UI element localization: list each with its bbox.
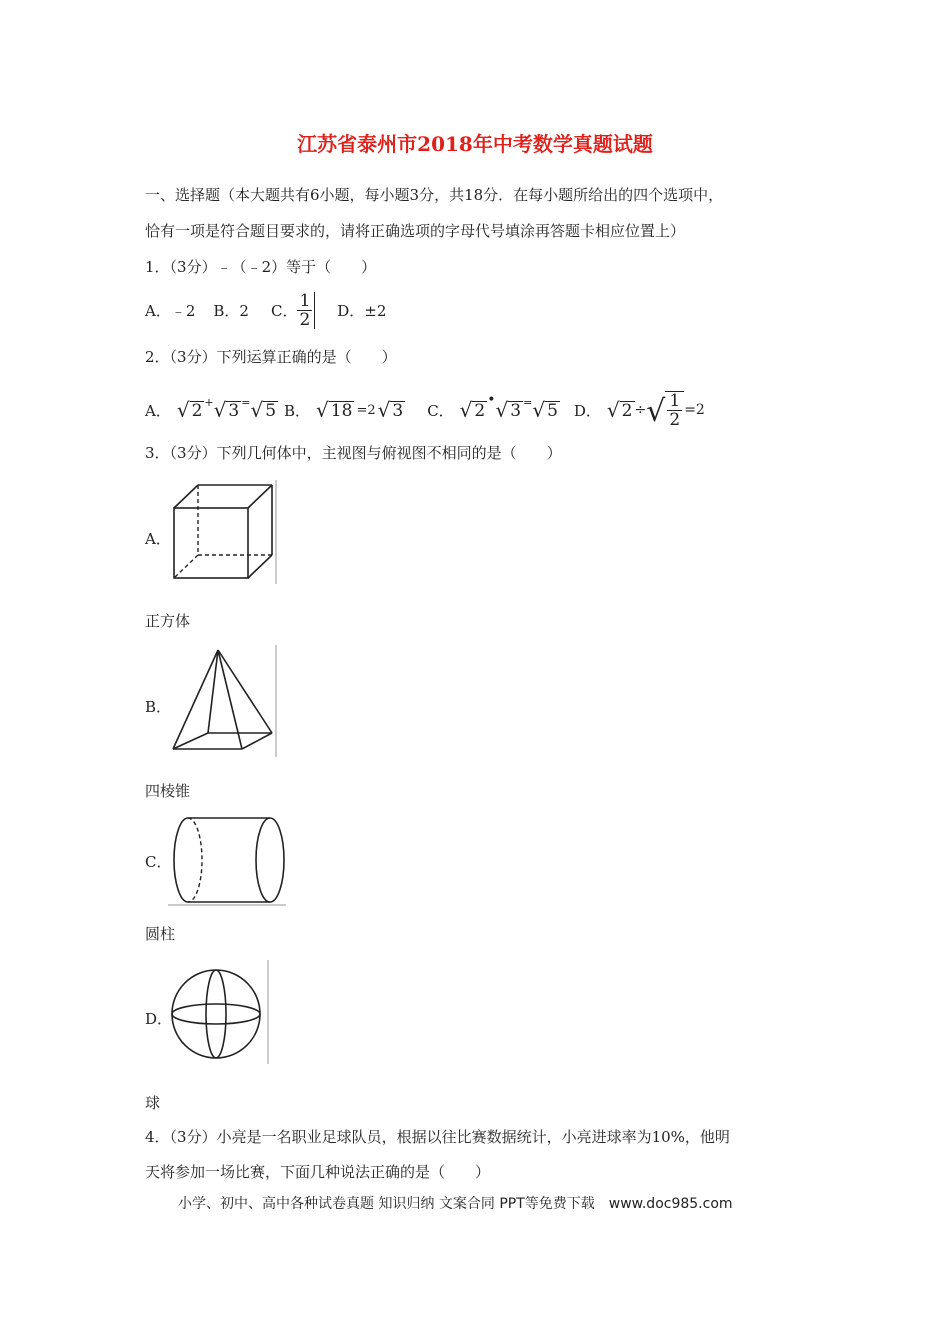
- sqrt-2: √ 2: [606, 398, 633, 422]
- sqrt-18: √ 18: [316, 398, 353, 422]
- plus-sign: +: [204, 396, 214, 409]
- q2-stem: 2．（3分）下列运算正确的是（ ）: [145, 348, 397, 366]
- fraction-numerator: 1: [299, 290, 311, 311]
- equals-sign: =: [523, 396, 533, 409]
- q3-option-c-name: 圆柱: [145, 925, 176, 943]
- q1-option-c-fraction: [297, 292, 315, 329]
- sqrt-5: √ 5: [532, 398, 558, 422]
- q1-stem: 1．（3分）﹣（﹣2）等于（ ）: [145, 258, 377, 276]
- section-heading-line2: 恰有一项是符合题目要求的，请将正确选项的字母代号填涂再答题卡相应位置上）: [145, 222, 686, 240]
- q3-option-d-label: D．: [145, 1010, 173, 1028]
- sqrt-2: √ 2: [459, 398, 486, 422]
- q2-option-b-label: B．: [284, 401, 311, 420]
- q1-option-c-label: C．: [270, 301, 298, 320]
- sqrt-3: √ 3: [495, 398, 522, 422]
- footer-text: 小学、初中、高中各种试卷真题 知识归纳 文案合同 PPT等免费下载 www.doc985.com: [178, 1196, 733, 1212]
- q3-option-d-name: 球: [145, 1094, 161, 1112]
- sphere-figure: [168, 960, 272, 1068]
- q2-option-a-label: A．: [145, 401, 171, 420]
- sqrt-5: √ 5: [250, 398, 277, 422]
- q2-option-c-label: C．: [427, 401, 454, 420]
- q3-option-b-label: B．: [145, 698, 172, 716]
- q3-option-a-label: A．: [145, 530, 171, 548]
- equals-two: =2: [684, 402, 705, 418]
- divide-sign: ÷: [634, 402, 647, 418]
- sqrt-one-half: √ $\frac{1}{2}$: [646, 391, 684, 429]
- q1-option-b: B．2: [213, 301, 249, 320]
- pyramid-figure: [168, 645, 280, 757]
- page-title: 江苏省泰州市2018年中考数学真题试题: [297, 132, 653, 156]
- section-heading-line1: 一、选择题（本大题共有6小题，每小题3分，共18分．在每小题所给出的四个选项中，: [145, 186, 724, 204]
- q1-option-a: A．﹣2: [145, 301, 196, 320]
- dot-sign: •: [487, 392, 496, 408]
- q3-option-a-name: 正方体: [145, 612, 191, 630]
- q1-options: [145, 290, 386, 330]
- fraction-denominator: 2: [299, 309, 311, 330]
- sqrt-2: √ 2: [176, 398, 203, 422]
- q4-stem-line1: 4．（3分）小亮是一名职业足球队员，根据以往比赛数据统计，小亮进球率为10%，他明: [145, 1128, 730, 1146]
- q3-stem: 3．（3分）下列几何体中，主视图与俯视图不相同的是（ ）: [145, 444, 562, 462]
- equals-sign: =: [241, 396, 251, 409]
- sqrt-3: √ 3: [377, 398, 404, 422]
- q4-stem-line2: 天将参加一场比赛，下面几种说法正确的是（ ）: [145, 1163, 491, 1181]
- q1-option-d: D．±2: [337, 301, 387, 320]
- q3-option-c-label: C．: [145, 853, 172, 871]
- sqrt-3: √ 3: [213, 398, 240, 422]
- cylinder-figure: [168, 810, 288, 906]
- q2-option-d-label: D．: [573, 401, 601, 420]
- q3-option-b-name: 四棱锥: [145, 782, 191, 800]
- equals-two: =2: [356, 402, 376, 418]
- cube-figure: [168, 480, 280, 584]
- q2-options: [145, 390, 705, 430]
